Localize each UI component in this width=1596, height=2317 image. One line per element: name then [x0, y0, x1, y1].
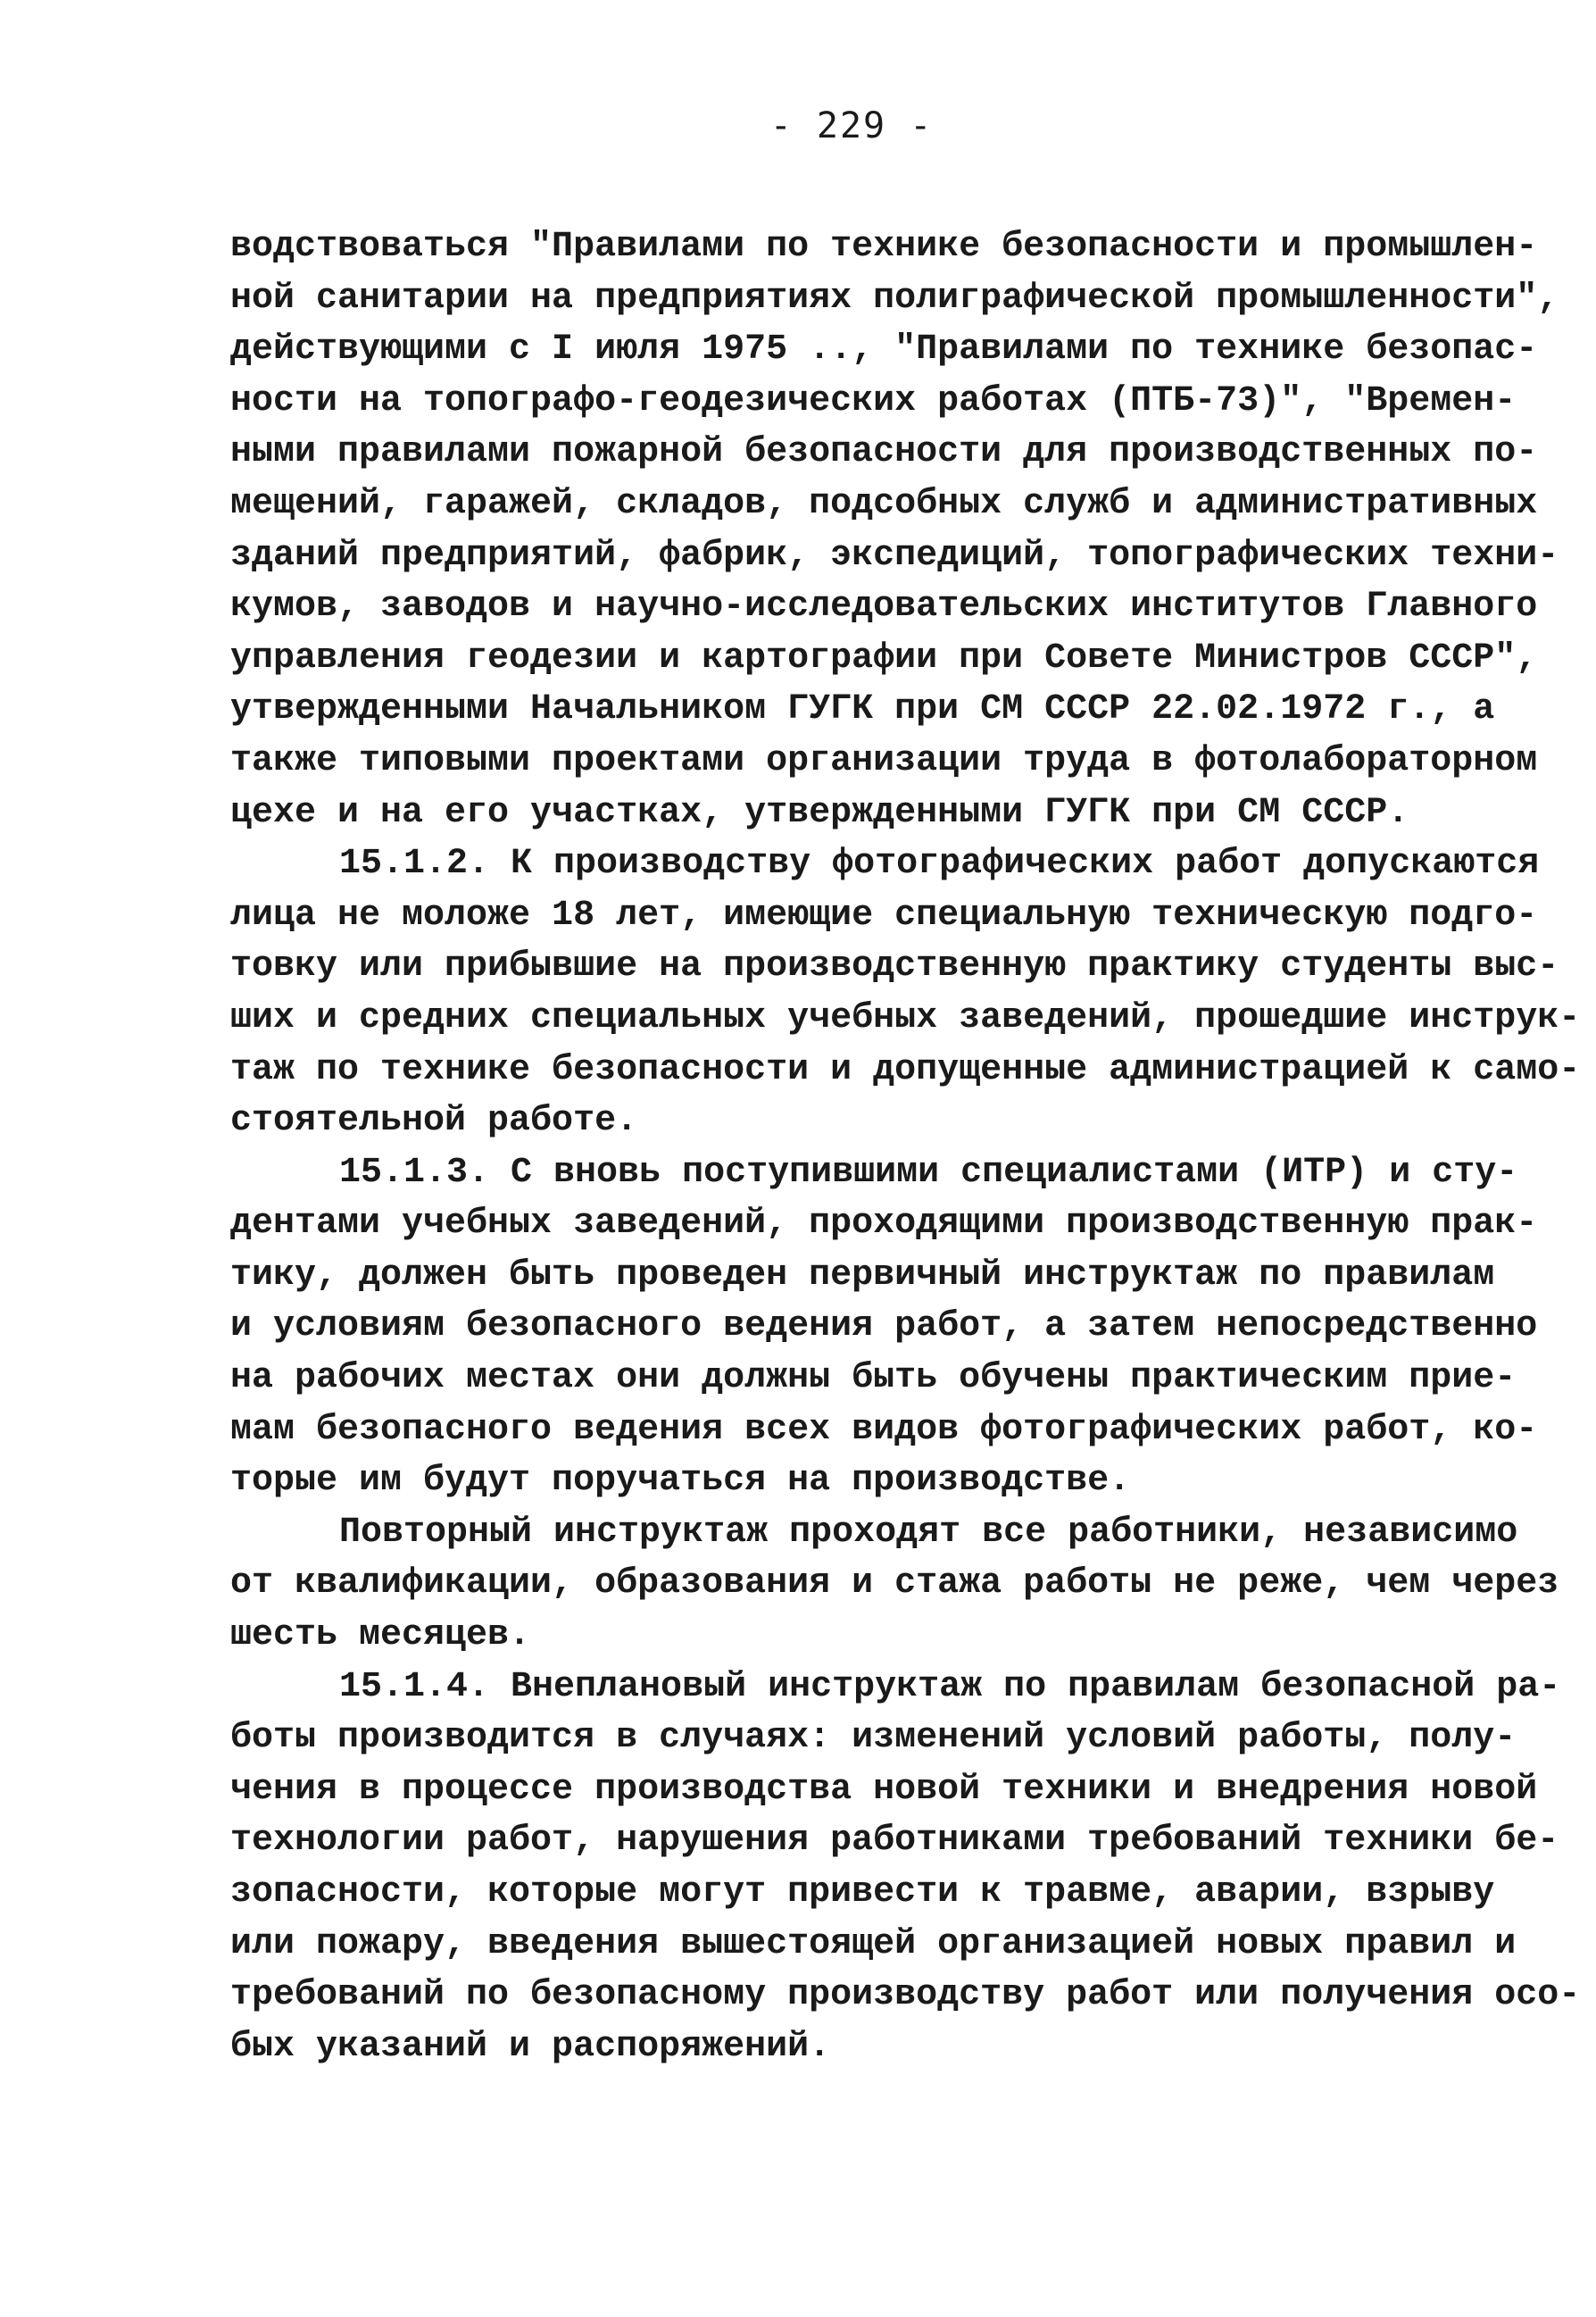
text-line: 15.1.2. К производству фотографических работ допускаются [339, 844, 1540, 885]
text-line: лица не моложе 18 лет, имеющие специальную техническую подго- [230, 895, 1538, 936]
text-line: шесть месяцев. [230, 1615, 531, 1656]
text-line: Повторный инструктаж проходят все работники, независимо [339, 1512, 1518, 1553]
text-line: 15.1.4. Внеплановый инструктаж по правилам безопасной ра- [339, 1666, 1561, 1707]
page-number: - 229 - [769, 105, 934, 146]
text-line: тику, должен быть проведен первичный инструктаж по правилам [230, 1254, 1495, 1296]
text-line: ной санитарии на предприятиях полиграфической промышленности", [230, 278, 1559, 319]
text-line: зданий предприятий, фабрик, экспедиций, топографических техни- [230, 535, 1559, 576]
text-line: мещений, гаражей, складов, подсобных служб и административных [230, 483, 1538, 524]
text-line: стоятельной работе. [230, 1101, 638, 1142]
text-line: требований по безопасному производству работ или получения осо- [230, 1975, 1581, 2016]
text-line: чения в процессе производства новой техники и внедрения новой [230, 1769, 1538, 1810]
text-line: кумов, заводов и научно-исследовательских институтов Главного [230, 587, 1538, 628]
text-line: от квалификации, образования и стажа работы не реже, чем через [230, 1563, 1559, 1604]
text-line: торые им будут поручаться на производстве. [230, 1461, 1131, 1502]
paragraph-15-1-2 [230, 838, 1581, 1147]
text-line: 15.1.3. С вновь поступившими специалистами (ИТР) и сту- [339, 1152, 1518, 1193]
text-line: цехе и на его участках, утвержденными ГУГК при СМ СССР. [230, 792, 1409, 833]
paragraph-rules-references [230, 221, 1559, 838]
text-line: зопасности, которые могут привести к травме, аварии, взрыву [230, 1872, 1495, 1913]
paragraph-15-1-3 [230, 1147, 1538, 1507]
text-line: утвержденными Начальником ГУГК при СМ СССР 22.02.1972 г., а [230, 689, 1495, 730]
text-line: водствоваться "Правилами по технике безопасности и промышлен- [230, 227, 1538, 267]
text-line: технологии работ, нарушения работниками требований техники бе- [230, 1821, 1559, 1862]
text-line: товку или прибывшие на производственную практику студенты выс- [230, 946, 1559, 988]
text-line: действующими с I июля 1975 .., "Правилами по технике безопас- [230, 329, 1538, 371]
paragraph-repeat-instruction [230, 1507, 1559, 1662]
text-line: таж по технике безопасности и допущенные администрацией к само- [230, 1049, 1581, 1090]
paragraph-15-1-4 [230, 1662, 1581, 2073]
text-line: или пожару, введения вышестоящей организацией новых правил и [230, 1923, 1517, 1964]
text-line: боты производится в случаях: изменений условий работы, полу- [230, 1718, 1517, 1759]
text-line: бых указаний и распоряжений. [230, 2026, 831, 2067]
text-line: ших и средних специальных учебных заведений, прошедшие инструк- [230, 997, 1581, 1038]
text-line: ными правилами пожарной безопасности для производственных по- [230, 432, 1538, 473]
text-line: дентами учебных заведений, проходящими производственную прак- [230, 1204, 1538, 1245]
text-line: ности на топографо-геодезических работах (ПТБ-73)", "Времен- [230, 380, 1517, 421]
text-line: управления геодезии и картографии при Совете Министров СССР", [230, 638, 1538, 679]
text-line: также типовыми проектами организации труда в фотолабораторном [230, 740, 1538, 781]
document-body [230, 221, 1581, 2072]
text-line: мам безопасного ведения всех видов фотографических работ, ко- [230, 1409, 1538, 1450]
text-line: на рабочих местах они должны быть обучены практическим прие- [230, 1358, 1517, 1399]
text-line: и условиям безопасного ведения работ, а затем непосредственно [230, 1306, 1538, 1347]
